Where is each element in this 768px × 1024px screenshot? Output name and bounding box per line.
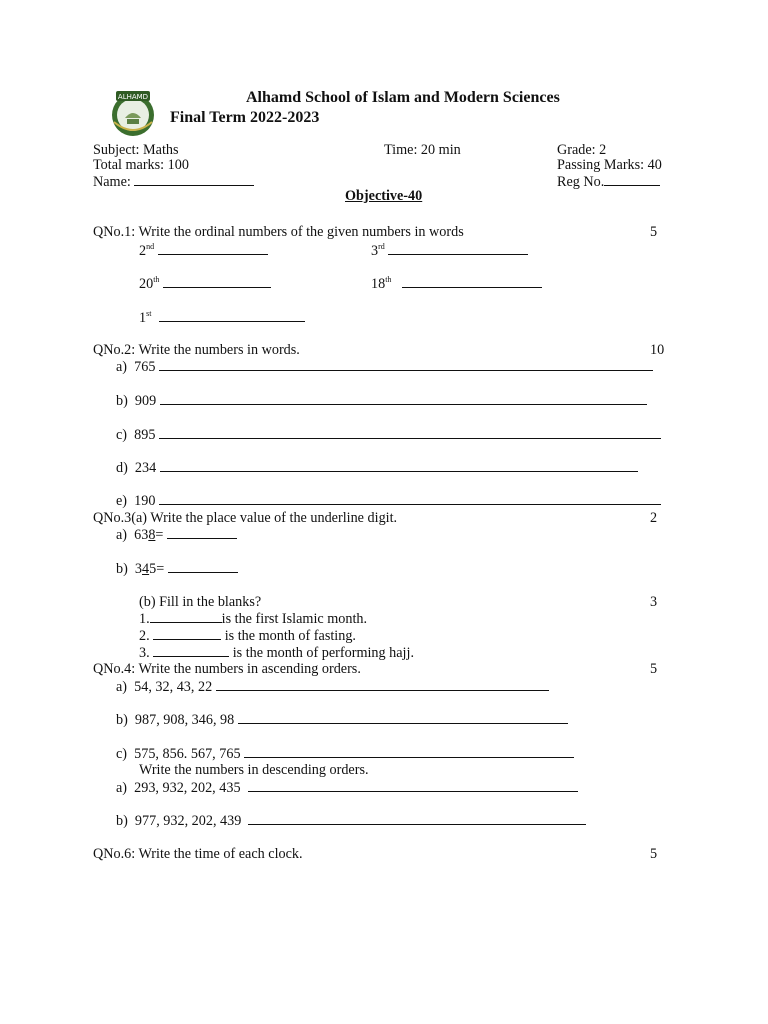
q1-marks: 5 [650, 224, 658, 240]
q1-item: 18th [371, 275, 542, 292]
underlined-digit: 8 [148, 527, 156, 543]
q4-asc-item: c) 575, 856. 567, 765 [116, 745, 574, 762]
underlined-digit: 4 [142, 561, 150, 577]
time-label: Time: 20 min [384, 142, 461, 158]
q4-desc-item: a) 293, 932, 202, 435 [116, 779, 578, 796]
total-marks-label: Total marks: 100 [93, 157, 189, 173]
q6-marks: 5 [650, 846, 658, 862]
q3-marks: 2 [650, 510, 658, 526]
q1-item: 1st [139, 309, 305, 326]
q1-text: QNo.1: Write the ordinal numbers of the given numbers in words [93, 224, 464, 240]
exam-term: Final Term 2022-2023 [170, 109, 320, 126]
q3-item: b) 345= [116, 560, 238, 577]
q2-item: a) 765 [116, 358, 653, 375]
q3-text: QNo.3(a) Write the place value of the underline digit. [93, 510, 398, 526]
q2-item: b) 909 [116, 392, 647, 409]
q1-item: 2nd [139, 242, 268, 259]
school-name: Alhamd School of Islam and Modern Sciences [246, 89, 560, 106]
name-label: Name: [93, 174, 131, 190]
q3b-blank: 2. is the month of fasting. [139, 628, 356, 644]
q2-item: e) 190 [116, 492, 661, 509]
q1-item: 20th [139, 275, 271, 292]
q4-desc-item: b) 977, 932, 202, 439 [116, 812, 586, 829]
q3b-blank: 3. is the month of performing hajj. [139, 645, 414, 661]
q3b-blank: 1. is the first Islamic month. [139, 611, 368, 627]
reg-blank [604, 173, 660, 186]
passing-marks-label: Passing Marks: 40 [557, 157, 662, 173]
name-blank [134, 173, 254, 186]
reg-field [557, 173, 660, 190]
q2-item: d) 234 [116, 459, 638, 476]
q3-item: a) 638= [116, 526, 237, 543]
school-logo [108, 88, 158, 138]
q2-item: c) 895 [116, 426, 661, 443]
q4-asc-item: b) 987, 908, 346, 98 [116, 711, 568, 728]
q4-desc-text: Write the numbers in descending orders. [139, 762, 369, 778]
name-field [93, 173, 254, 190]
q4-asc-item: a) 54, 32, 43, 22 [116, 678, 549, 695]
grade-label: Grade: 2 [557, 142, 607, 158]
q4-text: QNo.4: Write the numbers in ascending orders. [93, 661, 361, 677]
section-title: Objective-40 [345, 188, 423, 204]
q6-text: QNo.6: Write the time of each clock. [93, 846, 303, 862]
q4-marks: 5 [650, 661, 658, 677]
q3b-marks: 3 [650, 594, 658, 610]
subject-label: Subject: Maths [93, 142, 179, 158]
q1-item: 3rd [371, 242, 528, 259]
reg-label: Reg No. [557, 174, 605, 190]
q3b-text: (b) Fill in the blanks? [139, 594, 262, 610]
logo-text: ALHAMD [117, 93, 149, 101]
q2-marks: 10 [650, 342, 665, 358]
q2-text: QNo.2: Write the numbers in words. [93, 342, 300, 358]
